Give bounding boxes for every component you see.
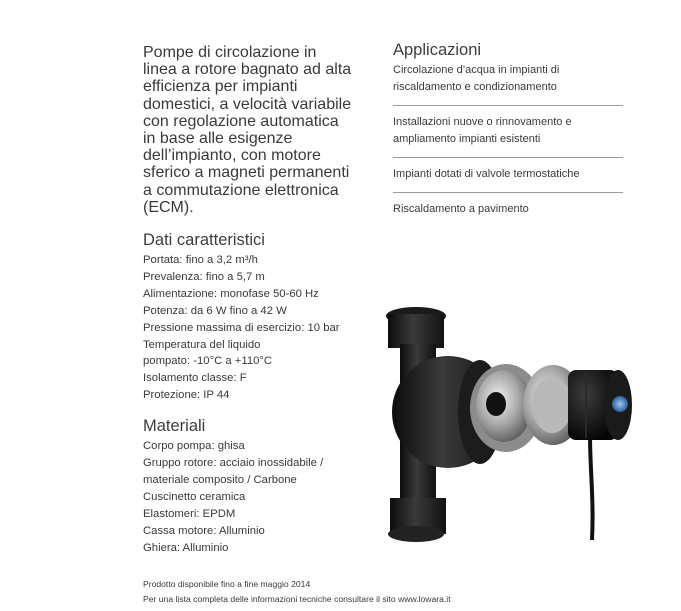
spec-item: Isolamento classe: F (143, 372, 247, 385)
application-line: Riscaldamento a pavimento (393, 203, 529, 215)
application-line: Installazioni nuove o rinnovamento e (393, 116, 572, 128)
motor-head (568, 370, 632, 440)
materials-heading: Materiali (143, 417, 206, 436)
application-line: ampliamento impianti esistenti (393, 133, 541, 145)
description-line: in base alle esigenze (143, 130, 293, 148)
material-item: Ghiera: Alluminio (143, 541, 229, 554)
product-description (143, 44, 373, 216)
spec-item: pompato: -10°C a +110°C (143, 355, 273, 368)
material-item: Gruppo rotore: acciaio inossidabile / (143, 457, 324, 470)
spec-item: Protezione: IP 44 (143, 389, 230, 402)
description-line: linea a rotore bagnato ad alta (143, 61, 352, 79)
spec-item: Portata: fino a 3,2 m³/h (143, 254, 258, 267)
spec-item: Potenza: da 6 W fino a 42 W (143, 304, 287, 317)
material-item: materiale composito / Carbone (143, 474, 297, 486)
application-line: Impianti dotati di valvole termostatiche (393, 168, 580, 180)
material-item: Cuscinetto ceramica (143, 490, 246, 503)
description-line: efficienza per impianti (143, 78, 298, 96)
specs-list (143, 252, 373, 404)
specs-heading: Dati caratteristici (143, 231, 265, 250)
pump-product-image (368, 300, 638, 545)
description-line: (ECM). (143, 198, 194, 216)
material-item: Corpo pompa: ghisa (143, 440, 245, 453)
availability-note: Prodotto disponibile fino a fine maggio 2014 (143, 579, 311, 589)
description-line: sferico a magneti permanenti (143, 164, 350, 182)
application-item (393, 106, 623, 158)
description-line: a commutazione elettronica (143, 181, 339, 199)
material-item: Cassa motore: Alluminio (143, 524, 265, 537)
applications-list (393, 60, 623, 227)
application-item (393, 60, 623, 106)
description-line: con regolazione automatica (143, 112, 339, 130)
materials-list (143, 438, 373, 556)
application-line: riscaldamento e condizionamento (393, 81, 557, 93)
description-line: Pompe di circolazione in (143, 44, 317, 61)
description-line: domestici, a velocità variabile (143, 95, 352, 113)
application-line: Circolazione d’acqua in impianti di (393, 64, 560, 76)
spec-item: Pressione massima di esercizio: 10 bar (143, 321, 340, 334)
more-info-note: Per una lista completa delle informazioni tecniche consultare il sito www.lowara.it (143, 594, 451, 604)
material-item: Elastomeri: EPDM (143, 507, 236, 520)
applications-section (393, 41, 623, 227)
application-item (393, 193, 623, 227)
applications-heading: Applicazioni (393, 41, 482, 59)
footer (143, 577, 643, 607)
description-line: dell’impianto, con motore (143, 147, 321, 165)
spec-item: Alimentazione: monofase 50-60 Hz (143, 287, 319, 300)
application-item (393, 158, 623, 193)
spec-item: Prevalenza: fino a 5,7 m (143, 270, 265, 283)
left-column (143, 44, 373, 557)
spec-item: Temperatura del liquido (143, 338, 261, 351)
